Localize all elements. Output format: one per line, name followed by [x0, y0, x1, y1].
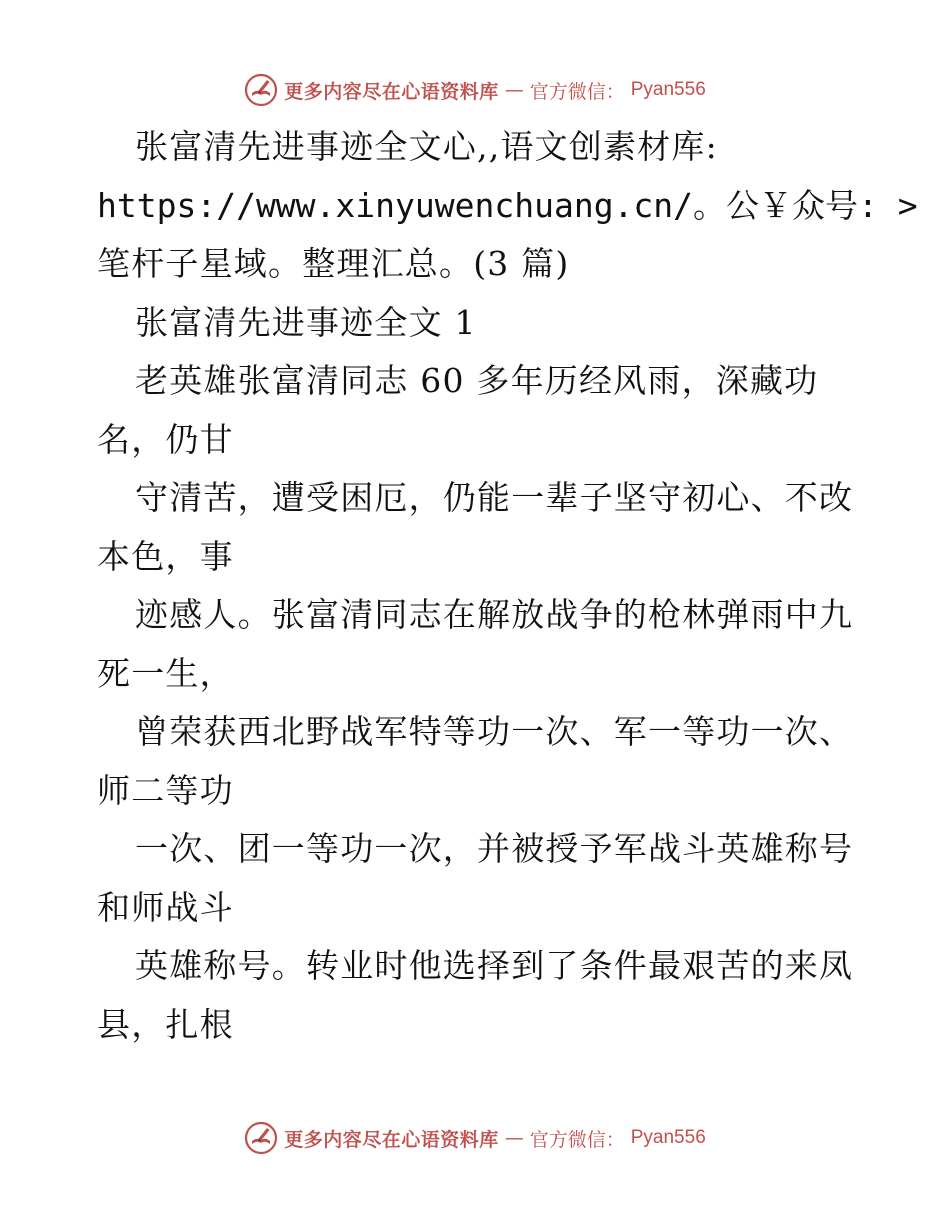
banner-official-label: 官方微信：	[529, 1128, 625, 1151]
banner-wechat-id: Pyan556	[630, 79, 706, 100]
body-line: 一次、团一等功一次，并被授予军战斗英雄称号	[135, 829, 854, 868]
header-banner	[0, 70, 950, 110]
body-line: 县，扎根	[97, 1004, 234, 1044]
body-line: 张富清先进事迹全文心,,语文创素材库:	[135, 127, 718, 166]
body-line: 和师战斗	[97, 887, 234, 927]
banner-dash: —	[504, 79, 524, 101]
document-body	[97, 118, 918, 1054]
body-line: 曾荣获西北野战军特等功一次、军一等功一次、	[135, 712, 854, 751]
body-line: 老英雄张富清同志 60 多年历经风雨，深藏功	[135, 361, 819, 400]
body-line: 名，仍甘	[97, 419, 234, 459]
body-line: 笔杆子星域。整理汇总。(3 篇)	[97, 244, 570, 283]
banner-official-label: 官方微信：	[529, 80, 625, 103]
body-line: 本色，事	[97, 536, 234, 576]
banner-site-text: 更多内容尽在心语资料库	[284, 80, 499, 103]
footer-banner	[0, 1118, 950, 1158]
body-line: 死一生，	[97, 653, 234, 693]
body-line: 师二等功	[97, 770, 234, 810]
body-line: https://www.xinyuwenchuang.cn/。公￥众号: >	[97, 185, 918, 225]
banner-wechat-id: Pyan556	[630, 1127, 706, 1148]
section-title: 张富清先进事迹全文 1	[135, 302, 477, 342]
banner-dash: —	[504, 1127, 524, 1149]
book-pen-logo-icon	[244, 1121, 278, 1155]
book-pen-logo-icon	[244, 73, 278, 107]
body-line: 英雄称号。转业时他选择到了条件最艰苦的来凤	[135, 946, 854, 985]
banner-site-text: 更多内容尽在心语资料库	[284, 1128, 499, 1151]
body-line: 迹感人。张富清同志在解放战争的枪林弹雨中九	[135, 595, 854, 634]
body-line: 守清苦，遭受困厄，仍能一辈子坚守初心、不改	[135, 478, 854, 517]
